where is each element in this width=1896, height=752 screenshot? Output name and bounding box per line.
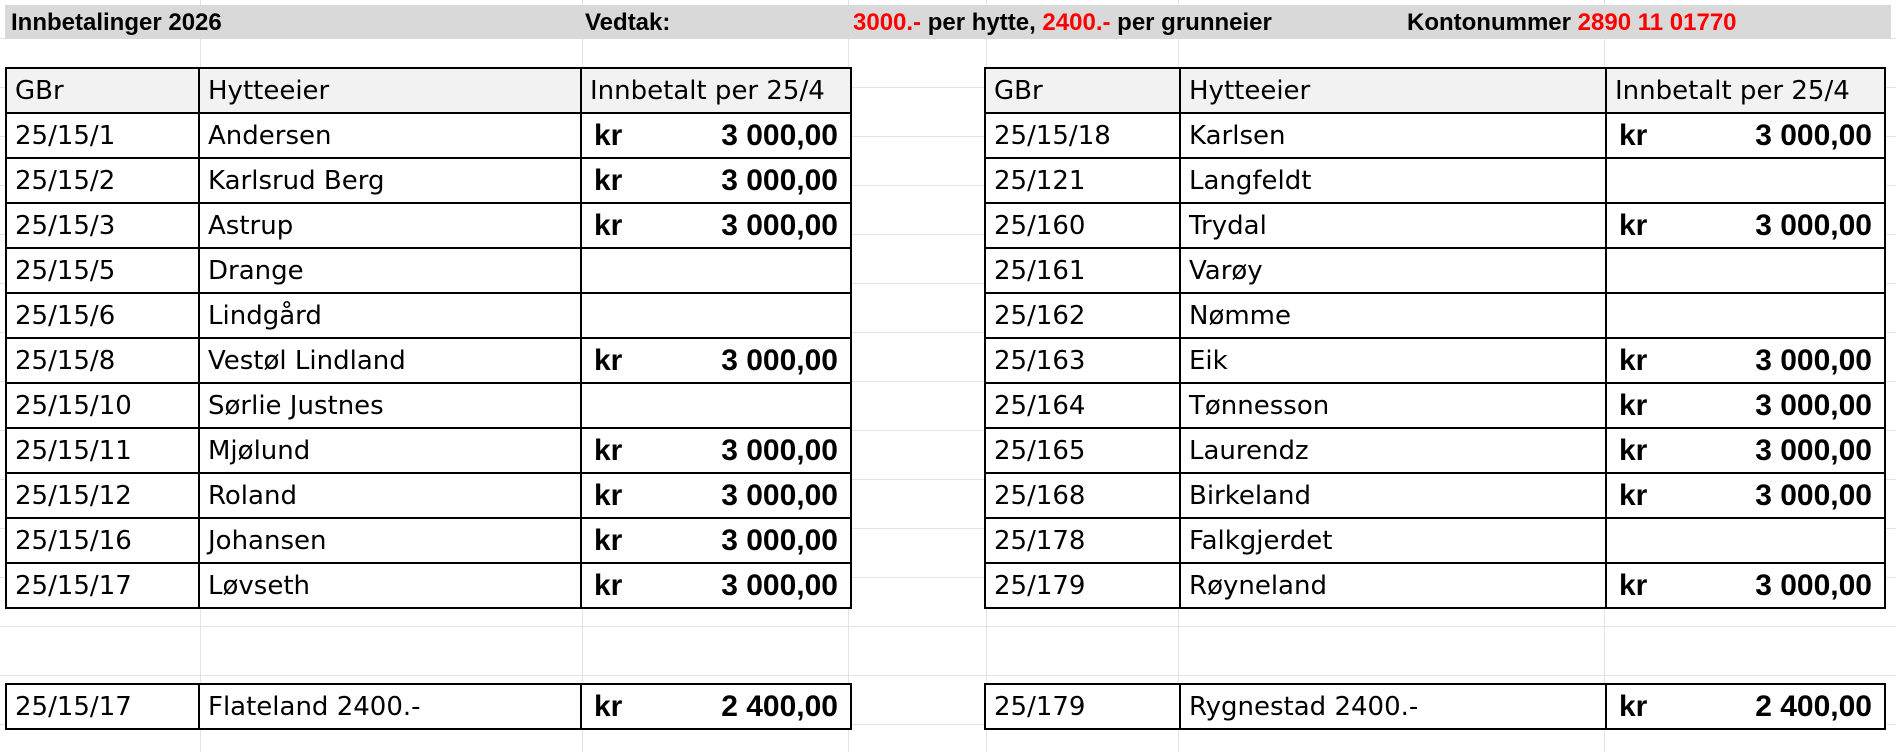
amount-value: 3 000,00	[721, 478, 838, 512]
table-row	[985, 113, 1885, 158]
amount-value: 2 400,00	[1755, 689, 1872, 723]
table-row	[985, 563, 1885, 608]
gbr-cell[interactable]: 25/15/5	[6, 248, 199, 293]
per-grunneier-text: per grunneier	[1110, 9, 1272, 36]
currency-label: kr	[594, 343, 623, 377]
table-row	[985, 248, 1885, 293]
amount-cell[interactable]	[1606, 518, 1885, 563]
payments-table-right	[984, 67, 1886, 609]
amount-cell[interactable]	[581, 428, 851, 473]
gbr-cell[interactable]: 25/15/18	[985, 113, 1180, 158]
gbr-cell[interactable]: 25/15/3	[6, 203, 199, 248]
owner-cell[interactable]: Nømme	[1180, 293, 1606, 338]
currency-label: kr	[1619, 388, 1648, 422]
currency-label: kr	[594, 433, 623, 467]
amount-cell[interactable]	[1606, 383, 1885, 428]
table-row	[985, 383, 1885, 428]
gbr-cell[interactable]: 25/15/17	[6, 563, 199, 608]
gbr-cell[interactable]: 25/15/2	[6, 158, 199, 203]
currency-label: kr	[1619, 118, 1648, 152]
currency-label: kr	[594, 163, 623, 197]
amount-cell[interactable]	[1606, 293, 1885, 338]
owner-cell[interactable]: Astrup	[199, 203, 581, 248]
amount-value: 3 000,00	[1755, 388, 1872, 422]
amount-value: 3 000,00	[1755, 433, 1872, 467]
amount-cell[interactable]	[581, 563, 851, 608]
owner-cell[interactable]: Karlsrud Berg	[199, 158, 581, 203]
amount-cell[interactable]	[1606, 684, 1885, 729]
amount-cell[interactable]	[1606, 113, 1885, 158]
gbr-cell[interactable]: 25/121	[985, 158, 1180, 203]
currency-label: kr	[594, 208, 623, 242]
header-row	[985, 68, 1885, 113]
gbr-cell[interactable]: 25/165	[985, 428, 1180, 473]
gbr-cell[interactable]: 25/178	[985, 518, 1180, 563]
sheet-title: Innbetalinger 2026	[11, 9, 222, 36]
table-row	[985, 338, 1885, 383]
grunneier-table-left	[5, 683, 852, 730]
owner-cell[interactable]: Andersen	[199, 113, 581, 158]
table-row	[6, 248, 851, 293]
table-row	[985, 518, 1885, 563]
gbr-cell[interactable]: 25/15/11	[6, 428, 199, 473]
amount-value: 3 000,00	[1755, 208, 1872, 242]
table-row	[985, 293, 1885, 338]
payments-table-left	[5, 67, 852, 609]
gbr-cell[interactable]: 25/162	[985, 293, 1180, 338]
owner-cell[interactable]: Karlsen	[1180, 113, 1606, 158]
amount-value: 2 400,00	[721, 689, 838, 723]
konto-label: Kontonummer	[1407, 9, 1578, 36]
column-header-owner[interactable]: Hytteeier	[199, 68, 581, 113]
gbr-cell[interactable]: 25/179	[985, 563, 1180, 608]
column-header-owner[interactable]: Hytteeier	[1180, 68, 1606, 113]
table-row	[6, 518, 851, 563]
amount-cell[interactable]	[581, 684, 851, 729]
currency-label: kr	[594, 118, 623, 152]
gbr-cell[interactable]: 25/15/1	[6, 113, 199, 158]
gbr-cell[interactable]: 25/164	[985, 383, 1180, 428]
amount-value: 3 000,00	[1755, 478, 1872, 512]
amount-value: 3 000,00	[721, 523, 838, 557]
gbr-cell[interactable]: 25/161	[985, 248, 1180, 293]
gbr-cell[interactable]: 25/15/12	[6, 473, 199, 518]
currency-label: kr	[594, 523, 623, 557]
amount-cell[interactable]	[581, 383, 851, 428]
currency-label: kr	[1619, 433, 1648, 467]
amount-value: 3 000,00	[721, 343, 838, 377]
gbr-cell[interactable]: 25/15/17	[6, 684, 199, 729]
table-row	[6, 684, 851, 729]
table-row	[6, 383, 851, 428]
konto-text	[1407, 9, 1737, 37]
amount-cell[interactable]	[581, 338, 851, 383]
owner-cell[interactable]: Røyneland	[1180, 563, 1606, 608]
amount-value: 3 000,00	[1755, 568, 1872, 602]
table-row	[6, 563, 851, 608]
amount-cell[interactable]	[581, 473, 851, 518]
gbr-cell[interactable]: 25/15/16	[6, 518, 199, 563]
amount-value: 3 000,00	[1755, 118, 1872, 152]
owner-cell[interactable]: Eik	[1180, 338, 1606, 383]
owner-cell[interactable]: Roland	[199, 473, 581, 518]
table-row	[6, 473, 851, 518]
amount-cell[interactable]	[1606, 473, 1885, 518]
gbr-cell[interactable]: 25/15/6	[6, 293, 199, 338]
table-row	[6, 158, 851, 203]
owner-cell[interactable]: Drange	[199, 248, 581, 293]
currency-label: kr	[594, 689, 623, 723]
column-header-gbr[interactable]: GBr	[985, 68, 1180, 113]
owner-cell[interactable]: Rygnestad 2400.-	[1180, 684, 1606, 729]
per-hytte-text: per hytte,	[921, 9, 1043, 36]
currency-label: kr	[1619, 343, 1648, 377]
table-row	[985, 473, 1885, 518]
table-row	[6, 113, 851, 158]
table-row	[985, 158, 1885, 203]
amount-value: 3 000,00	[721, 433, 838, 467]
currency-label: kr	[1619, 568, 1648, 602]
amount-value: 3 000,00	[721, 568, 838, 602]
amount-value: 3 000,00	[1755, 343, 1872, 377]
owner-cell[interactable]: Birkeland	[1180, 473, 1606, 518]
vedtak-text	[853, 9, 1272, 37]
gbr-cell[interactable]: 25/15/8	[6, 338, 199, 383]
grunneier-table-right	[984, 683, 1886, 730]
owner-cell[interactable]: Trydal	[1180, 203, 1606, 248]
owner-cell[interactable]: Løvseth	[199, 563, 581, 608]
header-row	[6, 68, 851, 113]
amount-per-hytte: 3000.-	[853, 9, 922, 36]
owner-cell[interactable]: Tønnesson	[1180, 383, 1606, 428]
gbr-cell[interactable]: 25/160	[985, 203, 1180, 248]
owner-cell[interactable]: Laurendz	[1180, 428, 1606, 473]
gbr-cell[interactable]: 25/163	[985, 338, 1180, 383]
currency-label: kr	[1619, 478, 1648, 512]
column-header-paid[interactable]: Innbetalt per 25/4	[1606, 68, 1885, 113]
amount-cell[interactable]	[1606, 158, 1885, 203]
currency-label: kr	[594, 478, 623, 512]
currency-label: kr	[1619, 208, 1648, 242]
gbr-cell[interactable]: 25/15/10	[6, 383, 199, 428]
column-header-paid[interactable]: Innbetalt per 25/4	[581, 68, 851, 113]
gbr-cell[interactable]: 25/179	[985, 684, 1180, 729]
owner-cell[interactable]: Sørlie Justnes	[199, 383, 581, 428]
table-row	[6, 203, 851, 248]
amount-value: 3 000,00	[721, 163, 838, 197]
amount-cell[interactable]	[1606, 248, 1885, 293]
owner-cell[interactable]: Lindgård	[199, 293, 581, 338]
amount-cell[interactable]	[581, 293, 851, 338]
table-row	[6, 293, 851, 338]
amount-cell[interactable]	[581, 158, 851, 203]
amount-value: 3 000,00	[721, 118, 838, 152]
table-row	[6, 338, 851, 383]
amount-cell[interactable]	[581, 518, 851, 563]
sheet-header	[5, 5, 1891, 39]
table-row	[985, 428, 1885, 473]
konto-number: 2890 11 01770	[1577, 9, 1737, 36]
currency-label: kr	[1619, 689, 1648, 723]
owner-cell[interactable]: Vestøl Lindland	[199, 338, 581, 383]
amount-cell[interactable]	[1606, 203, 1885, 248]
amount-cell[interactable]	[581, 113, 851, 158]
vedtak-label: Vedtak:	[585, 9, 671, 36]
amount-cell[interactable]	[1606, 563, 1885, 608]
amount-cell[interactable]	[581, 248, 851, 293]
table-row	[6, 428, 851, 473]
owner-cell[interactable]: Johansen	[199, 518, 581, 563]
owner-cell[interactable]: Falkgjerdet	[1180, 518, 1606, 563]
owner-cell[interactable]: Langfeldt	[1180, 158, 1606, 203]
amount-per-grunneier: 2400.-	[1042, 9, 1111, 36]
owner-cell[interactable]: Mjølund	[199, 428, 581, 473]
amount-cell[interactable]	[581, 203, 851, 248]
amount-value: 3 000,00	[721, 208, 838, 242]
gbr-cell[interactable]: 25/168	[985, 473, 1180, 518]
owner-cell[interactable]: Varøy	[1180, 248, 1606, 293]
amount-cell[interactable]	[1606, 428, 1885, 473]
owner-cell[interactable]: Flateland 2400.-	[199, 684, 581, 729]
column-header-gbr[interactable]: GBr	[6, 68, 199, 113]
table-row	[985, 684, 1885, 729]
amount-cell[interactable]	[1606, 338, 1885, 383]
table-row	[985, 203, 1885, 248]
currency-label: kr	[594, 568, 623, 602]
